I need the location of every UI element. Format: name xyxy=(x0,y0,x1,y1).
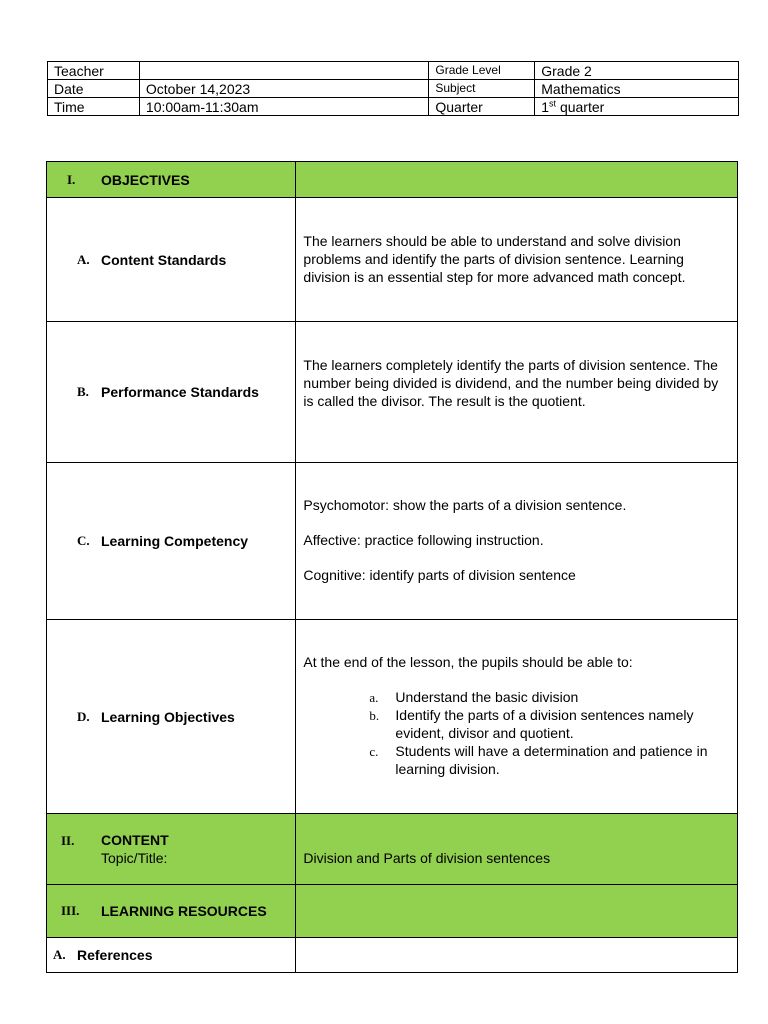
list-item-text: Identify the parts of a division sentences namely evident, divisor and quotient. xyxy=(395,707,694,741)
subject-label: Subject xyxy=(429,80,535,98)
content-standards-letter: A. xyxy=(77,251,90,267)
content-standards-row xyxy=(47,198,738,322)
performance-standards-label-cell xyxy=(47,322,296,463)
grade-level-value: Grade 2 xyxy=(535,62,739,80)
list-item-text: Students will have a determination and patience in learning division. xyxy=(395,743,708,777)
learning-objectives-label: Learning Objectives xyxy=(101,708,235,725)
objectives-roman: I. xyxy=(67,171,76,187)
learning-objectives-list xyxy=(296,688,737,778)
time-label: Time xyxy=(48,98,140,116)
learning-competency-label-cell xyxy=(47,463,296,620)
content-standards-cell xyxy=(296,198,738,322)
learning-competency-letter: C. xyxy=(77,533,90,548)
performance-standards-cell xyxy=(296,322,738,463)
cognitive-text: Cognitive: identify parts of division sentence xyxy=(303,567,576,583)
content-topic-cell xyxy=(296,814,738,885)
topic-value: Division and Parts of division sentences xyxy=(303,850,551,866)
learning-objectives-cell xyxy=(296,620,738,814)
content-heading-cell xyxy=(47,814,296,885)
list-item xyxy=(369,688,737,706)
info-row-date xyxy=(48,80,739,98)
references-label: References xyxy=(77,947,153,963)
lesson-info-table xyxy=(47,61,739,116)
info-row-time xyxy=(48,98,739,116)
learning-objectives-row xyxy=(47,620,738,814)
learning-competency-label: Learning Competency xyxy=(101,533,249,549)
quarter-number: 1 xyxy=(541,99,550,115)
quarter-ordinal: st xyxy=(549,98,557,109)
objectives-heading xyxy=(47,162,296,198)
list-item xyxy=(369,706,737,742)
learning-resources-heading xyxy=(47,885,296,938)
teacher-value xyxy=(139,62,428,80)
list-item-text: Understand the basic division xyxy=(395,689,579,705)
learning-resources-roman: III. xyxy=(61,903,80,918)
references-label-cell xyxy=(47,938,296,973)
objectives-title: OBJECTIVES xyxy=(101,171,190,188)
content-roman: II. xyxy=(61,833,75,848)
date-label: Date xyxy=(48,80,140,98)
info-row-teacher xyxy=(48,62,739,80)
objectives-header-row xyxy=(47,162,738,198)
learning-resources-title: LEARNING RESOURCES xyxy=(101,903,267,919)
learning-resources-blank xyxy=(296,885,738,938)
affective-text: Affective: practice following instruction. xyxy=(303,532,544,548)
list-marker: c. xyxy=(369,744,379,759)
date-value: October 14,2023 xyxy=(139,80,428,98)
subject-value: Mathematics xyxy=(535,80,739,98)
content-row xyxy=(47,814,738,885)
list-item xyxy=(369,742,737,778)
performance-standards-row xyxy=(47,322,738,463)
learning-competency-cell xyxy=(296,463,738,620)
learning-objectives-label-cell xyxy=(47,620,296,814)
grade-level-label: Grade Level xyxy=(429,62,535,80)
teacher-label: Teacher xyxy=(48,62,140,80)
quarter-value xyxy=(535,98,739,116)
time-value: 10:00am-11:30am xyxy=(139,98,428,116)
content-title: CONTENT xyxy=(101,832,169,848)
learning-resources-row xyxy=(47,885,738,938)
learning-objectives-letter: D. xyxy=(77,708,90,724)
learning-objectives-intro: At the end of the lesson, the pupils should be able to: xyxy=(303,654,633,670)
references-row xyxy=(47,938,738,973)
learning-competency-row xyxy=(47,463,738,620)
lesson-plan-table xyxy=(46,161,738,973)
content-standards-text: The learners should be able to understand and solve division problems and identify the parts of division sentence. Learning division is an essential step for more advanced math concept. xyxy=(303,233,686,285)
content-standards-label-cell xyxy=(47,198,296,322)
topic-label: Topic/Title: xyxy=(101,850,168,866)
psychomotor-text: Psychomotor: show the parts of a division sentence. xyxy=(303,497,627,513)
quarter-suffix: quarter xyxy=(556,99,605,115)
list-marker: a. xyxy=(369,690,379,705)
performance-standards-label: Performance Standards xyxy=(101,384,259,400)
references-value xyxy=(296,938,738,973)
objectives-header-blank xyxy=(296,162,738,198)
performance-standards-text: The learners completely identify the parts of division sentence. The number being divided is dividend, and the number being divided by is called the divisor. The result is the quotient. xyxy=(303,357,719,409)
references-letter: A. xyxy=(53,947,66,962)
content-standards-label: Content Standards xyxy=(101,251,227,268)
quarter-label: Quarter xyxy=(429,98,535,116)
list-marker: b. xyxy=(369,708,380,723)
performance-standards-letter: B. xyxy=(77,384,89,399)
